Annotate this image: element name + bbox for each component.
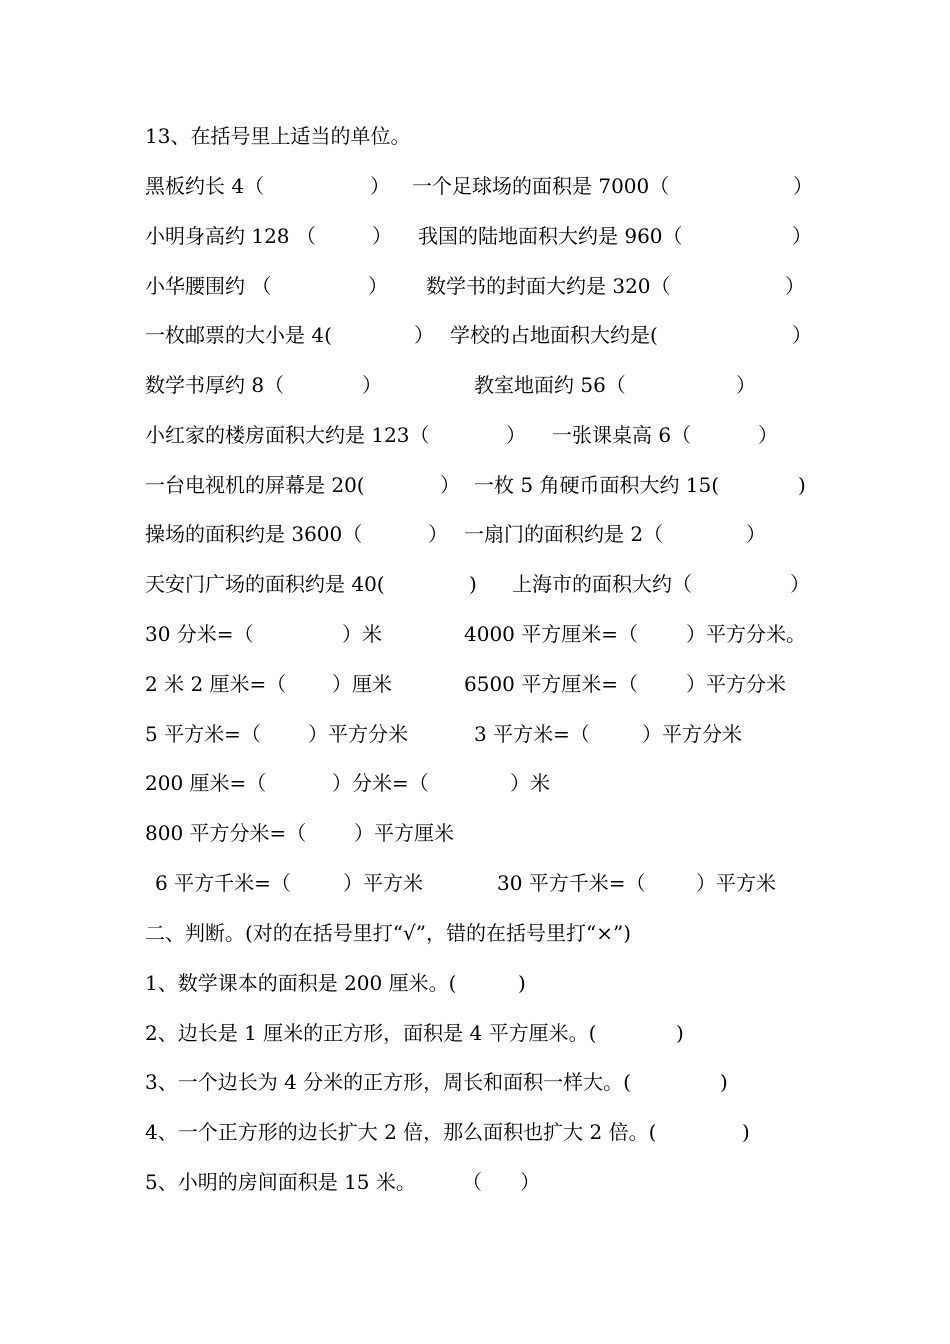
answer-blank-close: ） bbox=[792, 224, 812, 248]
conversion-left-unit: ）平方米 bbox=[343, 871, 423, 895]
answer-blank-close: ） bbox=[746, 522, 766, 546]
judge-answer-blank: （ ） bbox=[462, 1170, 541, 1194]
conversion-row bbox=[0, 763, 950, 803]
conversion-row bbox=[0, 863, 950, 903]
answer-blank-close: ） bbox=[758, 423, 778, 447]
unit-item-right: 我国的陆地面积大约是 960（ bbox=[418, 224, 683, 248]
fill-units-title-text: 13、在括号里上适当的单位。 bbox=[145, 124, 411, 148]
answer-blank-close: ） bbox=[370, 174, 390, 198]
judge-item-text: 2、边长是 1 厘米的正方形，面积是 4 平方厘米。( bbox=[145, 1021, 597, 1045]
judge-item bbox=[0, 1112, 950, 1152]
answer-blank-close: ） bbox=[428, 522, 448, 546]
answer-blank-close: ） bbox=[414, 323, 434, 347]
unit-item-left: 一台电视机的屏幕是 20( bbox=[145, 473, 365, 497]
judge-title-text: 二、判断。(对的在括号里打“√”，错的在括号里打“×”) bbox=[145, 921, 632, 945]
unit-item-left: 数学书厚约 8（ bbox=[145, 373, 285, 397]
conversion-right: 3 平方米=（ bbox=[474, 722, 590, 746]
conversion-right: 4000 平方厘米=（ bbox=[464, 622, 639, 646]
answer-blank-close: ） bbox=[506, 423, 526, 447]
conversion-right: 30 平方千米=（ bbox=[497, 871, 646, 895]
unit-item-left: 小红家的楼房面积大约是 123（ bbox=[145, 423, 430, 447]
conversion-left: 5 平方米=（ bbox=[145, 722, 261, 746]
unit-item-right: 一扇门的面积约是 2（ bbox=[464, 522, 664, 546]
judge-item bbox=[0, 1162, 950, 1202]
judge-title bbox=[0, 913, 950, 953]
unit-item-left: 天安门广场的面积约是 40( bbox=[145, 572, 385, 596]
unit-row bbox=[0, 166, 950, 206]
conversion-middle: ）分米=（ bbox=[332, 771, 429, 795]
conversion-right-unit: ）米 bbox=[510, 771, 550, 795]
judge-item-text: 1、数学课本的面积是 200 厘米。( bbox=[145, 971, 457, 995]
conversion-left-unit: ）平方厘米 bbox=[354, 821, 454, 845]
conversion-left-unit: ）平方分米 bbox=[308, 722, 408, 746]
conversion-right-unit: ）平方分米。 bbox=[686, 622, 806, 646]
conversion-left-unit: ）米 bbox=[342, 622, 382, 646]
judge-item bbox=[0, 1013, 950, 1053]
conversion-row bbox=[0, 614, 950, 654]
answer-blank-close: ） bbox=[792, 323, 812, 347]
answer-blank-close: ） bbox=[785, 274, 805, 298]
unit-row bbox=[0, 564, 950, 604]
answer-blank-close: ) bbox=[469, 572, 477, 596]
conversion-left: 800 平方分米=（ bbox=[145, 821, 307, 845]
conversion-left: 200 厘米=（ bbox=[145, 771, 267, 795]
judge-answer-blank: ) bbox=[720, 1070, 728, 1094]
unit-row bbox=[0, 514, 950, 554]
unit-item-right: 教室地面约 56（ bbox=[474, 373, 626, 397]
conversion-left: 2 米 2 厘米=（ bbox=[145, 672, 287, 696]
conversion-right-unit: ）平方分米 bbox=[686, 672, 786, 696]
answer-blank-close: ） bbox=[368, 274, 388, 298]
conversion-right-unit: ）平方米 bbox=[696, 871, 776, 895]
answer-blank-close: ） bbox=[790, 572, 810, 596]
judge-item-text: 5、小明的房间面积是 15 米。 bbox=[145, 1170, 416, 1194]
judge-item-text: 4、一个正方形的边长扩大 2 倍，那么面积也扩大 2 倍。( bbox=[145, 1120, 657, 1144]
judge-item-text: 3、一个边长为 4 分米的正方形，周长和面积一样大。( bbox=[145, 1070, 631, 1094]
conversion-row bbox=[0, 664, 950, 704]
judge-item bbox=[0, 963, 950, 1003]
unit-item-right: 上海市的面积大约（ bbox=[512, 572, 692, 596]
unit-item-left: 黑板约长 4（ bbox=[145, 174, 265, 198]
unit-item-right: 一张课桌高 6（ bbox=[552, 423, 692, 447]
answer-blank-close: ） bbox=[440, 473, 460, 497]
answer-blank-close: ） bbox=[736, 373, 756, 397]
conversion-left: 30 分米=（ bbox=[145, 622, 254, 646]
judge-item bbox=[0, 1062, 950, 1102]
unit-item-left: 小明身高约 128 （ bbox=[145, 224, 316, 248]
unit-row bbox=[0, 415, 950, 455]
answer-blank-close: ) bbox=[798, 473, 806, 497]
answer-blank-close: ） bbox=[362, 373, 382, 397]
unit-item-right: 一个足球场的面积是 7000（ bbox=[412, 174, 670, 198]
unit-item-left: 操场的面积约是 3600（ bbox=[145, 522, 363, 546]
unit-row bbox=[0, 315, 950, 355]
answer-blank-close: ） bbox=[372, 224, 392, 248]
answer-blank-close: ） bbox=[793, 174, 813, 198]
unit-row bbox=[0, 465, 950, 505]
unit-item-right: 数学书的封面大约是 320（ bbox=[426, 274, 671, 298]
judge-answer-blank: ) bbox=[742, 1120, 750, 1144]
conversion-row bbox=[0, 714, 950, 754]
conversion-right: 6500 平方厘米=（ bbox=[464, 672, 639, 696]
conversion-left: 6 平方千米=（ bbox=[155, 871, 291, 895]
conversion-right-unit: ）平方分米 bbox=[642, 722, 742, 746]
judge-answer-blank: ) bbox=[518, 971, 526, 995]
conversion-row bbox=[0, 813, 950, 853]
judge-answer-blank: ) bbox=[676, 1021, 684, 1045]
unit-item-left: 一枚邮票的大小是 4( bbox=[145, 323, 332, 347]
fill-units-title bbox=[0, 116, 950, 156]
unit-item-right: 学校的占地面积大约是( bbox=[450, 323, 658, 347]
unit-row bbox=[0, 216, 950, 256]
unit-row bbox=[0, 266, 950, 306]
unit-row bbox=[0, 365, 950, 405]
conversion-left-unit: ）厘米 bbox=[332, 672, 392, 696]
unit-item-right: 一枚 5 角硬币面积大约 15( bbox=[474, 473, 720, 497]
unit-item-left: 小华腰围约 （ bbox=[145, 274, 272, 298]
